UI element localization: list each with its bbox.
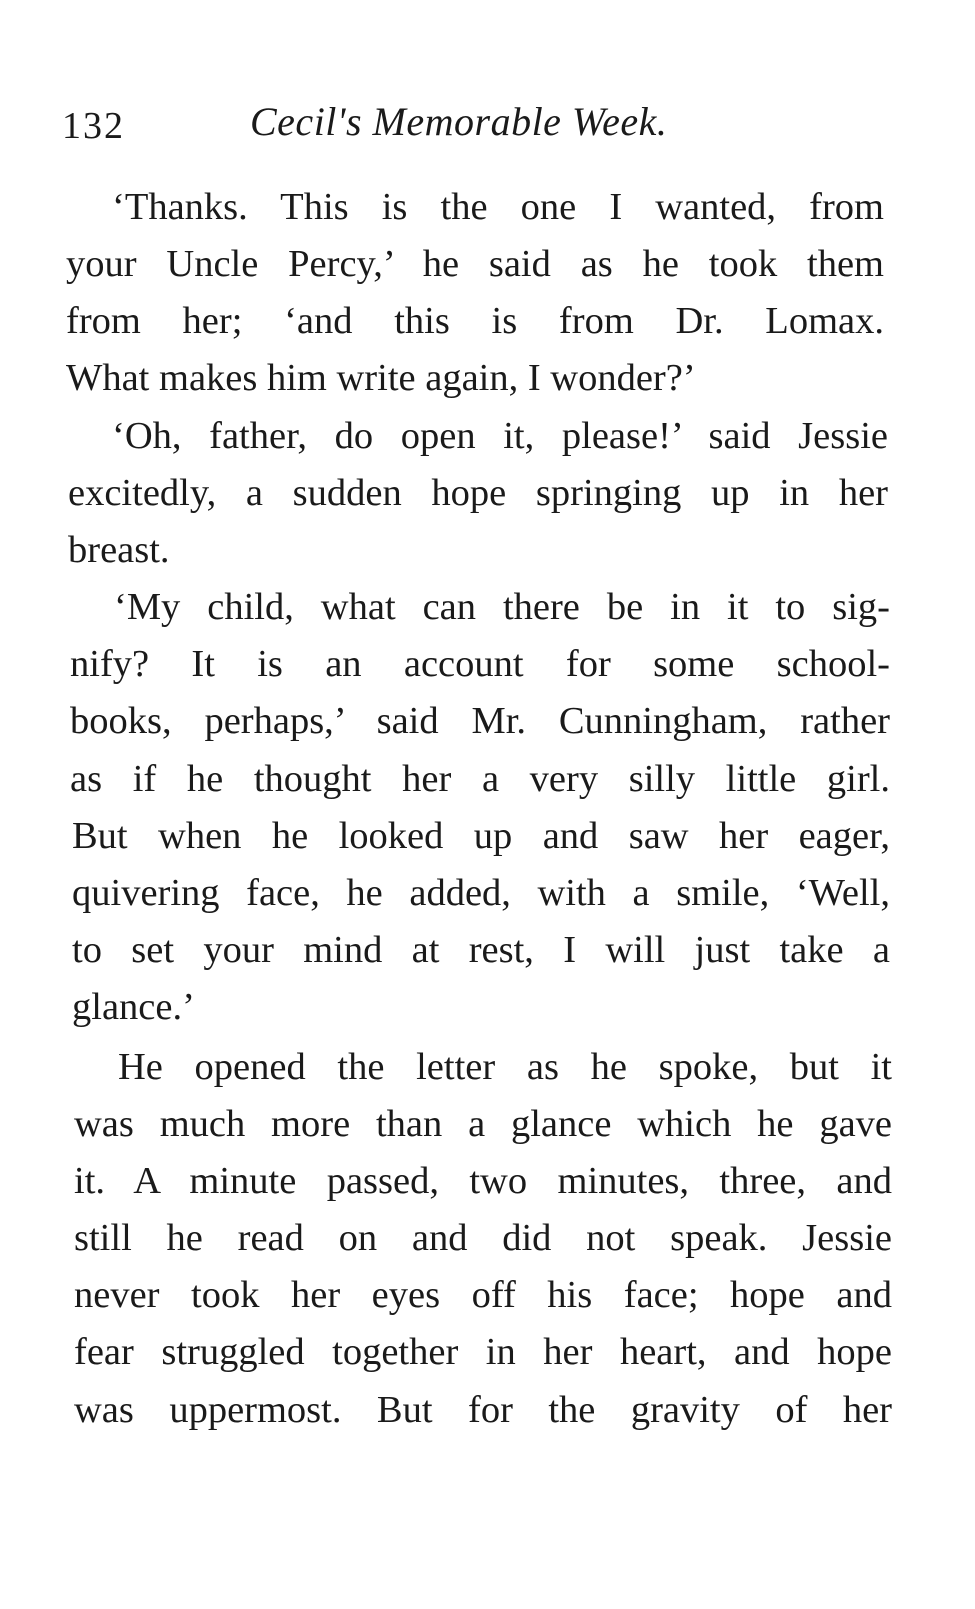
text-line: excitedly, a sudden hope springing up in her bbox=[68, 472, 888, 514]
text-line: But when he looked up and saw her eager, bbox=[72, 815, 890, 857]
text-line: What makes him write again, I wonder?’ bbox=[66, 357, 696, 399]
text-line: breast. bbox=[68, 529, 170, 571]
running-title: Cecil's Memorable Week. bbox=[250, 99, 668, 144]
text-line: glance.’ bbox=[72, 986, 195, 1028]
text-line: as if he thought her a very silly little girl. bbox=[70, 758, 890, 800]
text-line: still he read on and did not speak. Jessie bbox=[74, 1217, 892, 1259]
text-line: was much more than a glance which he gave bbox=[74, 1103, 892, 1145]
running-head bbox=[62, 98, 942, 158]
text-line: ‘Thanks. This is the one I wanted, from bbox=[112, 186, 884, 228]
text-line: it. A minute passed, two minutes, three, and bbox=[74, 1160, 892, 1202]
text-line: books, perhaps,’ said Mr. Cunningham, rather bbox=[70, 700, 890, 742]
text-line: ‘Oh, father, do open it, please!’ said Jessie bbox=[112, 415, 888, 457]
text-line: ‘My child, what can there be in it to sig- bbox=[114, 586, 890, 628]
text-line: from her; ‘and this is from Dr. Lomax. bbox=[66, 300, 884, 342]
text-line: He opened the letter as he spoke, but it bbox=[118, 1046, 892, 1088]
page-number: 132 bbox=[62, 105, 125, 147]
text-line: nify? It is an account for some school- bbox=[70, 643, 890, 685]
text-line: your Uncle Percy,’ he said as he took them bbox=[66, 243, 884, 285]
text-line: never took her eyes off his face; hope and bbox=[74, 1274, 892, 1316]
text-line: was uppermost. But for the gravity of her bbox=[74, 1389, 892, 1431]
text-line: quivering face, he added, with a smile, ‘Well, bbox=[72, 872, 890, 914]
text-line: to set your mind at rest, I will just take a bbox=[72, 929, 890, 971]
text-line: fear struggled together in her heart, and hope bbox=[74, 1331, 892, 1373]
